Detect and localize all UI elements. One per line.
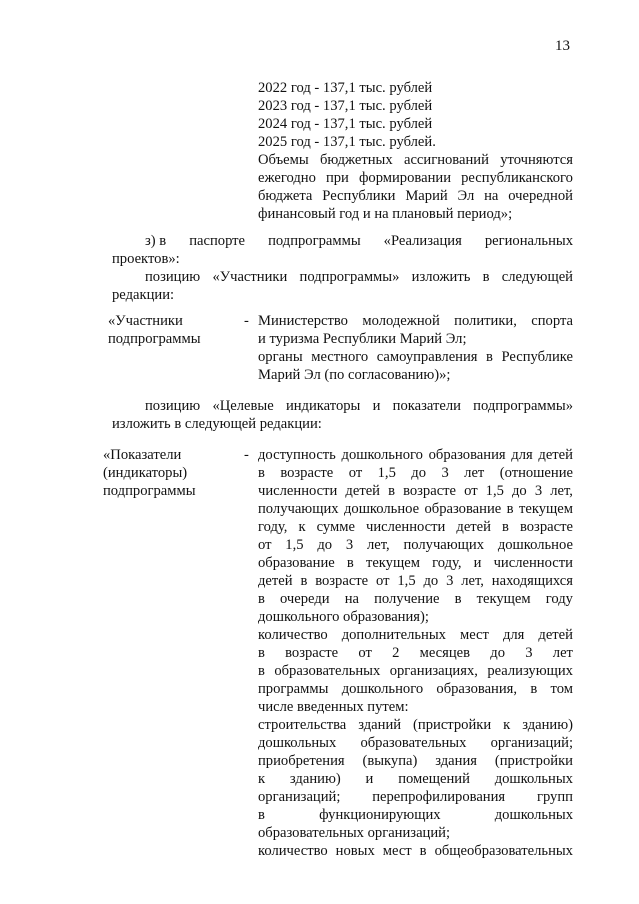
indicators-line: количество новых мест в общеобразовательных [258, 843, 573, 859]
indicators-line: детей в возрасте от 1,5 до 3 лет, находящихся [258, 573, 573, 589]
item-z-line: з) в паспорте подпрограммы «Реализация региональных [145, 233, 573, 249]
indicators-line: дошкольных образовательных организаций; [258, 735, 573, 751]
item-z-line: проектов»: [112, 251, 180, 267]
indicators-label: (индикаторы) [103, 465, 188, 481]
finance-note-line: ежегодно при формировании республиканского [258, 170, 573, 186]
indicators-line: в возрасте от 2 месяцев до 3 лет [258, 645, 573, 661]
participants-line: органы местного самоуправления в Республике [258, 349, 573, 365]
finance-line: 2023 год - 137,1 тыс. рублей [258, 98, 433, 114]
indicators-label: подпрограммы [103, 483, 196, 499]
participants-label: «Участники [108, 313, 183, 329]
indicators-line: в функционирующих дошкольных [258, 807, 573, 823]
finance-note-line: бюджета Республики Марий Эл на очередной [258, 188, 573, 204]
instruction-line: позицию «Целевые индикаторы и показатели подпрограммы» [145, 398, 573, 414]
page-number: 13 [555, 38, 570, 54]
dash-separator: - [244, 313, 249, 329]
indicators-line: дошкольного образования); [258, 609, 429, 625]
finance-line: 2024 год - 137,1 тыс. рублей [258, 116, 433, 132]
indicators-label: «Показатели [103, 447, 182, 463]
finance-note-line: Объемы бюджетных ассигнований уточняются [258, 152, 573, 168]
instruction-line: позицию «Участники подпрограммы» изложить в следующей [145, 269, 573, 285]
instruction-line: редакции: [112, 287, 175, 303]
dash-separator: - [244, 447, 249, 463]
participants-line: Марий Эл (по согласованию)»; [258, 367, 451, 383]
indicators-line: числе введенных путем: [258, 699, 409, 715]
finance-line: 2022 год - 137,1 тыс. рублей [258, 80, 433, 96]
indicators-line: году, к сумме численности детей в возрасте [258, 519, 573, 535]
indicators-line: количество дополнительных мест для детей [258, 627, 573, 643]
finance-note-line: финансовый год и на плановый период»; [258, 206, 513, 222]
indicators-line: в образовательных организациях, реализующих [258, 663, 573, 679]
indicators-line: приобретения (выкупа) здания (пристройки [258, 753, 573, 769]
indicators-line: организаций; перепрофилирования групп [258, 789, 573, 805]
indicators-line: в возрасте от 1,5 до 3 лет (отношение [258, 465, 573, 481]
indicators-line: образовательных организаций; [258, 825, 451, 841]
participants-line: и туризма Республики Марий Эл; [258, 331, 467, 347]
indicators-line: от 1,5 до 3 лет, получающих дошкольное [258, 537, 573, 553]
indicators-line: к зданию) и помещений дошкольных [258, 771, 573, 787]
participants-line: Министерство молодежной политики, спорта [258, 313, 573, 329]
indicators-line: численности детей в возрасте от 1,5 до 3 лет, [258, 483, 573, 499]
finance-line: 2025 год - 137,1 тыс. рублей. [258, 134, 436, 150]
participants-label: подпрограммы [108, 331, 201, 347]
indicators-line: образование в текущем году, и численности [258, 555, 573, 571]
indicators-line: программы дошкольного образования, в том [258, 681, 573, 697]
indicators-line: в очереди на получение в текущем году [258, 591, 573, 607]
indicators-line: получающих дошкольное образование в текущем [258, 501, 573, 517]
indicators-line: доступность дошкольного образования для детей [258, 447, 573, 463]
indicators-line: строительства зданий (пристройки к зданию) [258, 717, 573, 733]
instruction-line: изложить в следующей редакции: [112, 416, 322, 432]
